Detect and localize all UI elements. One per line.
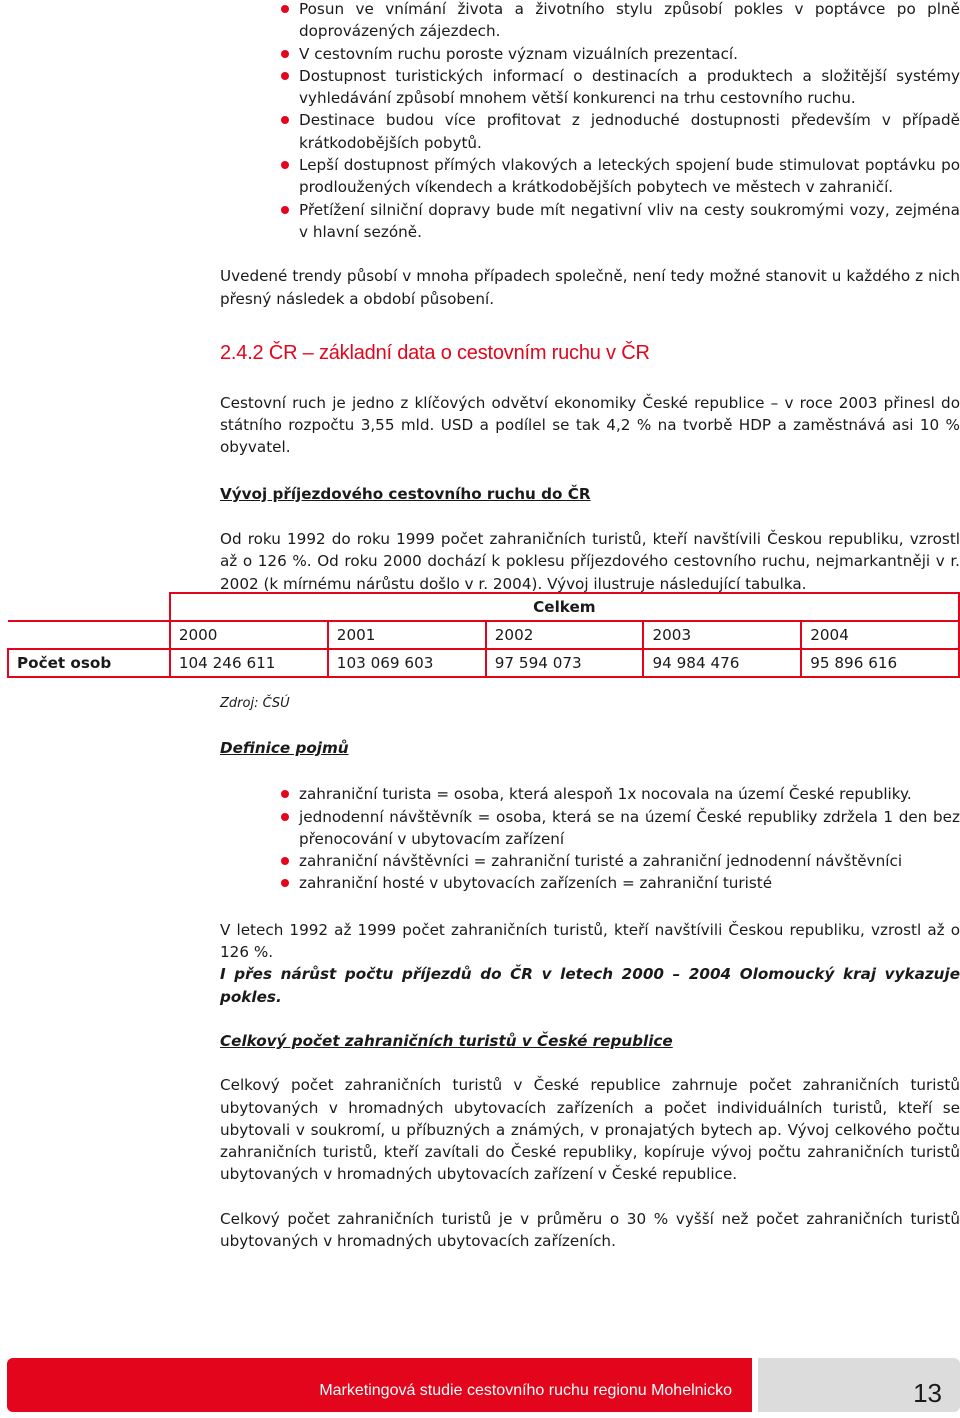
list-item: Přetížení silniční dopravy bude mít negativní vliv na cesty soukromými vozy, zejména v hlavní sezóně. [220,199,960,244]
year-cell: 2001 [328,621,486,649]
list-item: Dostupnost turistických informací o destinacích a produktech a složitější systémy vyhledávání způsobí mnohem větší konkurenci na trhu cestovního ruchu. [220,65,960,110]
list-item: V cestovním ruchu poroste význam vizuálních prezentací. [220,43,960,65]
value-cell: 94 984 476 [643,649,801,677]
paragraph-celkovy-1: Celkový počet zahraničních turistů v České republice zahrnuje počet zahraničních turistů ubytovaných v hromadných ubytovacích zařízeních a počet individuálních turistů, kteří se ubytovali v soukromí, u příbuzných a známých, v pronajatých bytech ap. Vývoj celkového počtu zahraničních turistů, kteří zavítali do České republiky, kopíruje vývoj počtu zahraničních turistů ubytovaných v hromadných ubytovacích zařízení v České republice. [220,1076,960,1184]
subheading-vyvoj: Vývoj příjezdového cestovního ruchu do ČR [220,484,591,503]
list-item: Destinace budou více profitovat z jednoduché dostupnosti především v případě krátkodobějších pobytů. [220,109,960,154]
table-row [8,621,959,649]
table-group-header: Celkem [170,593,959,621]
row-label: Počet osob [8,649,170,677]
footer-title: Marketingová studie cestovního ruchu regionu Mohelnicko [319,1381,732,1399]
footer-bar [7,1358,752,1412]
paragraph-trends: Uvedené trendy působí v mnoha případech společně, není tedy možné stanovit u každého z nich přesný následek a období působení. [220,267,960,308]
year-cell: 2003 [643,621,801,649]
page-content [220,0,960,595]
list-item: zahraniční hosté v ubytovacích zařízeních = zahraniční turisté [220,872,960,894]
definitions-list [220,783,960,894]
year-cell: 2000 [170,621,328,649]
page-number-box [758,1358,960,1412]
list-item: zahraniční návštěvníci = zahraniční turisté a zahraniční jednodenní návštěvníci [220,850,960,872]
list-item: Lepší dostupnost přímých vlakových a leteckých spojení bude stimulovat poptávku po prodloužených víkendech a krátkodobějších pobytech ve městech v zahraničí. [220,154,960,199]
tourist-count-table [7,592,960,678]
list-item: Posun ve vnímání života a životního stylu způsobí pokles v poptávce po plně doprovázených zájezdech. [220,0,960,43]
paragraph-celkovy-2: Celkový počet zahraničních turistů je v průměru o 30 % vyšší než počet zahraničních turistů ubytovaných v hromadných ubytovacích zařízeních. [220,1209,960,1251]
value-cell: 97 594 073 [486,649,644,677]
table-corner [8,593,170,621]
page-content-lower [220,737,960,1252]
page-number: 13 [913,1377,942,1408]
subheading-celkovy: Celkový počet zahraničních turistů v České republice [220,1031,673,1050]
paragraph-olomouc: I přes nárůst počtu příjezdů do ČR v letech 2000 – 2004 Olomoucký kraj vykazuje pokles. [220,965,960,1006]
value-cell: 95 896 616 [801,649,959,677]
list-item: jednodenní návštěvník = osoba, která se na území České republiky zdržela 1 den bez přenocování v ubytovacím zařízení [220,806,960,851]
paragraph-intro: Cestovní ruch je jedno z klíčových odvětví ekonomiky České republice – v roce 2003 přinesl do státního rozpočtu 3,55 mld. USD a podílel se tak 4,2 % na tvorbě HDP a zaměstnává asi 10 % obyvatel. [220,393,960,457]
paragraph-growth: V letech 1992 až 1999 počet zahraničních turistů, kteří navštívili Českou republiku, vzrostl až o 126 %. [220,920,960,962]
table-row [8,649,959,677]
year-cell: 2002 [486,621,644,649]
table-source: Zdroj: ČSÚ [220,696,290,711]
subheading-definice: Definice pojmů [220,739,349,757]
year-cell: 2004 [801,621,959,649]
paragraph-vyvoj: Od roku 1992 do roku 1999 počet zahraničních turistů, kteří navštívili Českou republiku, vzrostl až o 126 %. Od roku 2000 dochází k poklesu příjezdového cestovního ruchu, nejmarkantněji v r. 2002 (k mírnému nárůstu došlo v r. 2004). Vývoj ilustruje následující tabulka. [220,530,960,593]
table-row [8,593,959,621]
table-corner [8,621,170,649]
value-cell: 104 246 611 [170,649,328,677]
list-item: zahraniční turista = osoba, která alespoň 1x nocovala na území České republiky. [220,783,960,805]
trend-list [220,0,960,243]
section-title: 2.4.2 ČR – základní data o cestovním ruchu v ČR [220,341,650,364]
value-cell: 103 069 603 [328,649,486,677]
